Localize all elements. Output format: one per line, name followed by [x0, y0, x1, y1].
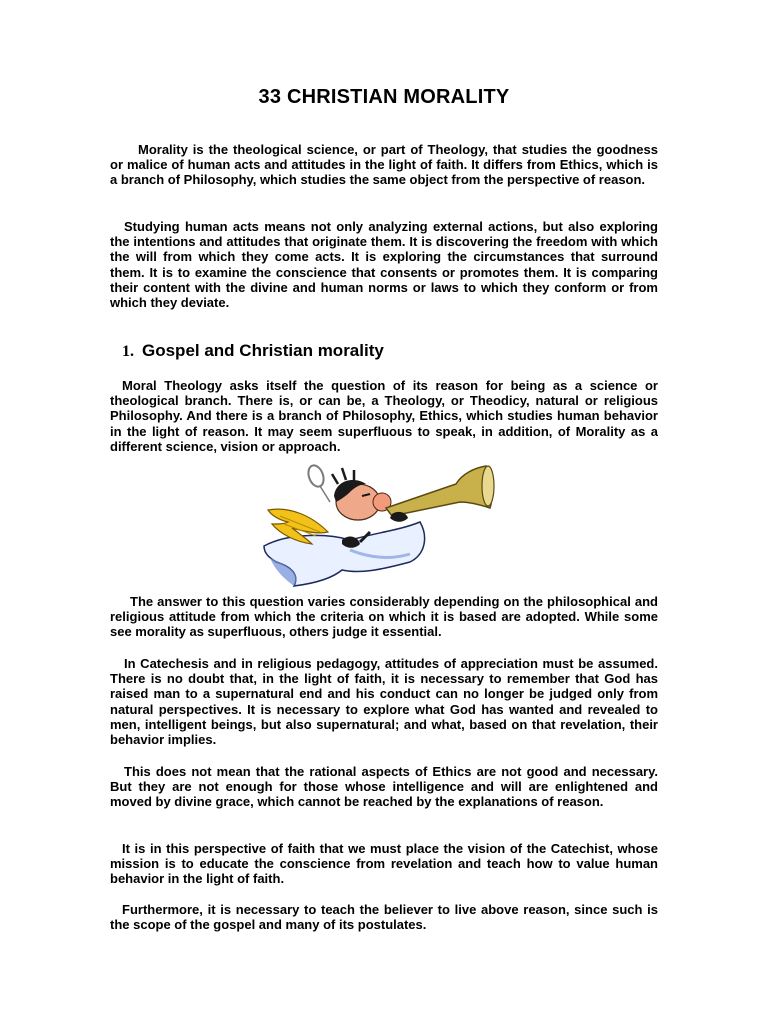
angel-trumpet-icon	[250, 462, 510, 590]
document-title: 33 CHRISTIAN MORALITY	[258, 86, 510, 108]
section-paragraph-3: In Catechesis and in religious pedagogy, attitudes of appreciation must be assumed. There is no doubt that, in the light of faith, it is necessary to remember that God has raised man to a supernatural end and his conduct can no longer be judged only from natural perspectives. It is necessary to explore what God has wanted and revealed to men, intelligent beings, but also supernatural; and what, based on that revelation, their behavior implies.	[110, 656, 658, 748]
section-heading	[122, 341, 384, 361]
section-paragraph-1: Moral Theology asks itself the question of its reason for being as a science or theological branch. There is, or can be, a Theology, or Theodicy, natural or religious Philosophy. And there is a branch of Philosophy, Ethics, which studies human behavior in the light of reason. It may seem superfluous to speak, in addition, of Morality as a different science, vision or approach.	[110, 378, 658, 454]
section-number: 1.	[122, 343, 134, 360]
section-paragraph-6: Furthermore, it is necessary to teach the believer to live above reason, since such is the scope of the gospel and many of its postulates.	[110, 902, 658, 933]
section-paragraph-2: The answer to this question varies considerably depending on the philosophical and religious attitude from which the criteria on which it is based are adopted. While some see morality as superfluous, others judge it essential.	[110, 594, 658, 640]
intro-paragraph-2: Studying human acts means not only analyzing external actions, but also exploring the intentions and attitudes that originate them. It is discovering the freedom with which the will from which they come acts. It is exploring the circumstances that surround them. It is to examine the conscience that consents or promotes them. It is comparing their content with the divine and human norms or laws to which they conform or from which they deviate.	[110, 219, 658, 311]
section-heading-text: Gospel and Christian morality	[142, 341, 384, 360]
section-paragraph-4: This does not mean that the rational aspects of Ethics are not good and necessary. But they are not enough for those whose intelligence and will are enlightened and moved by divine grace, which cannot be reached by the explanations of reason.	[110, 764, 658, 810]
intro-paragraph-1: Morality is the theological science, or part of Theology, that studies the goodness or malice of human acts and attitudes in the light of faith. It differs from Ethics, which is a branch of Philosophy, which studies the same object from the perspective of reason.	[110, 142, 658, 188]
section-paragraph-5: It is in this perspective of faith that we must place the vision of the Catechist, whose mission is to educate the conscience from revelation and teach how to value human behavior in the light of faith.	[110, 841, 658, 887]
